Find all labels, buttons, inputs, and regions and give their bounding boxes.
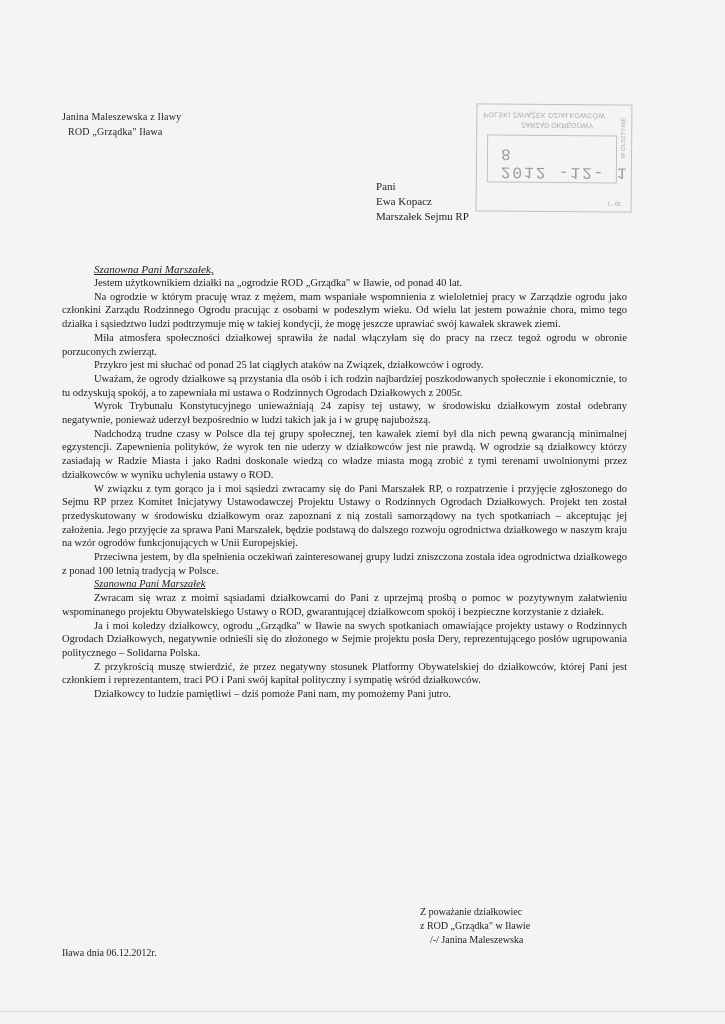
stamp-city: W OLSZTYNIE <box>621 117 628 159</box>
stamp-date: 2012 -12- 1 8 <box>500 144 629 182</box>
recipient-title: Pani <box>376 181 396 193</box>
sender-name: Janina Maleszewska z Iławy <box>62 112 182 123</box>
salutation-second: Szanowna Pani Marszałek <box>94 579 206 591</box>
recipient-position: Marszałek Sejmu RP <box>376 211 469 223</box>
recipient-block <box>376 180 469 225</box>
stamp-org: POLSKI ZWIĄZEK DZIAŁKOWCÓW <box>483 110 606 119</box>
body-paragraph: Na ogrodzie w którym pracuję wraz z mężem, mam wspaniałe wspomnienia z wieloletniej pracy w Zarządzie ogrodu jako członkini Zarządu Rodzinnego Ogrodu pracując z osobami w podeszłym wieku. Od wielu lat jestem poważnie chora, mimo tego działka i sąsiedztwo ludzi podtrzymuje mię w takiej kondycji, że mogę jeszcze uprawiać swój kawałek skrawek ziemi. <box>62 291 627 331</box>
stamp-ref: L. dz. <box>607 201 623 208</box>
body-paragraph: Wyrok Trybunału Konstytucyjnego unieważniają 24 zapisy tej ustawy, w środowisku działkowym został odebrany negatywnie, ponieważ uderzył bezpośrednio w ludzi takich jak ja i w grupę najuboższą. <box>62 401 627 427</box>
sender-garden: ROD „Grządka" Iława <box>68 127 163 138</box>
body-paragraph: Miła atmosfera społeczności działkowej sprawiła że nadal włączyłam się do pracy na rzecz tegoż ogrodu w obronie porzuconych zwierząt. <box>62 332 627 358</box>
stamp-board: ZARZĄD OKRĘGOWY <box>521 120 594 129</box>
page-bottom-edge <box>0 1011 725 1012</box>
body-paragraph: Przykro jest mi słuchać od ponad 25 lat ciągłych ataków na Związek, działkowców i ogrody. <box>94 360 484 372</box>
body-paragraph: Z przykrością muszę stwierdzić, że przez negatywny stosunek Platformy Obywatelskiej do działkowców, której Pani jest członkiem i reprezentantem, traci PO i Pani swój kapitał polityczny i sympatię wśród działkowców. <box>62 661 627 687</box>
salutation: Szanowna Pani Marszałek, <box>94 264 214 276</box>
receipt-stamp <box>476 103 633 212</box>
letter-body <box>62 277 627 702</box>
recipient-name: Ewa Kopacz <box>376 196 432 208</box>
closing-garden: z ROD „Grządka" w Iławie <box>420 921 531 932</box>
sender-block <box>62 110 181 140</box>
body-paragraph: Jestem użytkownikiem działki na „ogrodzie ROD „Grządka" w Iławie, od ponad 40 lat. <box>94 278 463 289</box>
body-paragraph: Działkowcy to ludzie pamiętliwi – dziś pomoże Pani nam, my pomożemy Pani jutro. <box>94 689 451 701</box>
place-date: Iława dnia 06.12.2012r. <box>62 948 157 959</box>
body-paragraph: Przeciwna jestem, by dla spełnienia oczekiwań zainteresowanej grupy ludzi zniszczona została idea ogrodnictwa działkowego z ponad 100 letnią tradycją w Polsce. <box>62 552 627 577</box>
closing-signature: /-/ Janina Maleszewska <box>430 935 524 946</box>
body-paragraph: Nadchodzą trudne czasy w Polsce dla tej grupy społecznej, ten kawałek ziemi był dla nich pewną gwarancją minimalnej egzystencji. Zapewnienia polityków, że wyrok ten nie uderzy w działkowców jest nie prawdą. W ogrodzie są działkowcy którzy zasiadają w Radzie Miasta i jako Radni doskonale wiedzą co władze miasta mogą zrobić z tymi terenami uwolnionymi przez działkowców w wyniku uchylenia ustawy o ROD. <box>62 428 627 481</box>
body-paragraph: W związku z tym gorąco ja i moi sąsiedzi zwracamy się do Pani Marszałek RP, o rozpatrzenie i przyjęcie zgłoszonego do Sejmu RP przez Komitet Inicjatywy Ustawodawczej Projektu Ustawy o Rodzinnych Ogrodach Działkowych. Projekt ten został przedyskutowany w środowisku działkowym oraz zapoznani z nią zostali samorządowy na tych spotkaniach – akceptując jej założenia. Jego przyjęcie za sprawa Pani Marszałek, będzie podstawą do dalszego rozwoju ogrodnictwa działkowego w naszym kraju na wzór ogrodów funkcjonujących w Unii Europejskiej. <box>62 483 627 550</box>
closing-regards: Z poważanie działkowiec <box>420 907 523 918</box>
body-paragraph: Uważam, że ogrody działkowe są przystania dla osób i ich rodzin najbardziej poszkodowanych społecznie i ekonomicznie, to tu odzyskują spokój, a to zapewniała mi ustawa o Rodzinnych Ogrodach Działkowych z 2005r. <box>62 373 627 399</box>
body-paragraph: Ja i moi koledzy działkowcy, ogrodu „Grządka" w Iławie na swych spotkaniach omawiające projekty ustawy o Rodzinnych Ogrodach Działkowych, negatywnie odnieśli się do złożonego w Sejmie projektu posła Dery, reprezentującego posłów ugrupowania politycznego – Solidarna Polska. <box>62 620 627 659</box>
closing-block <box>420 906 530 948</box>
body-paragraph: Zwracam się wraz z moimi sąsiadami działkowcami do Pani z uprzejmą prośbą o pomoc w pozytywnym załatwieniu wspominanego projektu Obywatelskiego Ustawy o ROD, gwarantującej działkowcom spokój i bezpieczne korzystanie z działek. <box>62 593 627 618</box>
